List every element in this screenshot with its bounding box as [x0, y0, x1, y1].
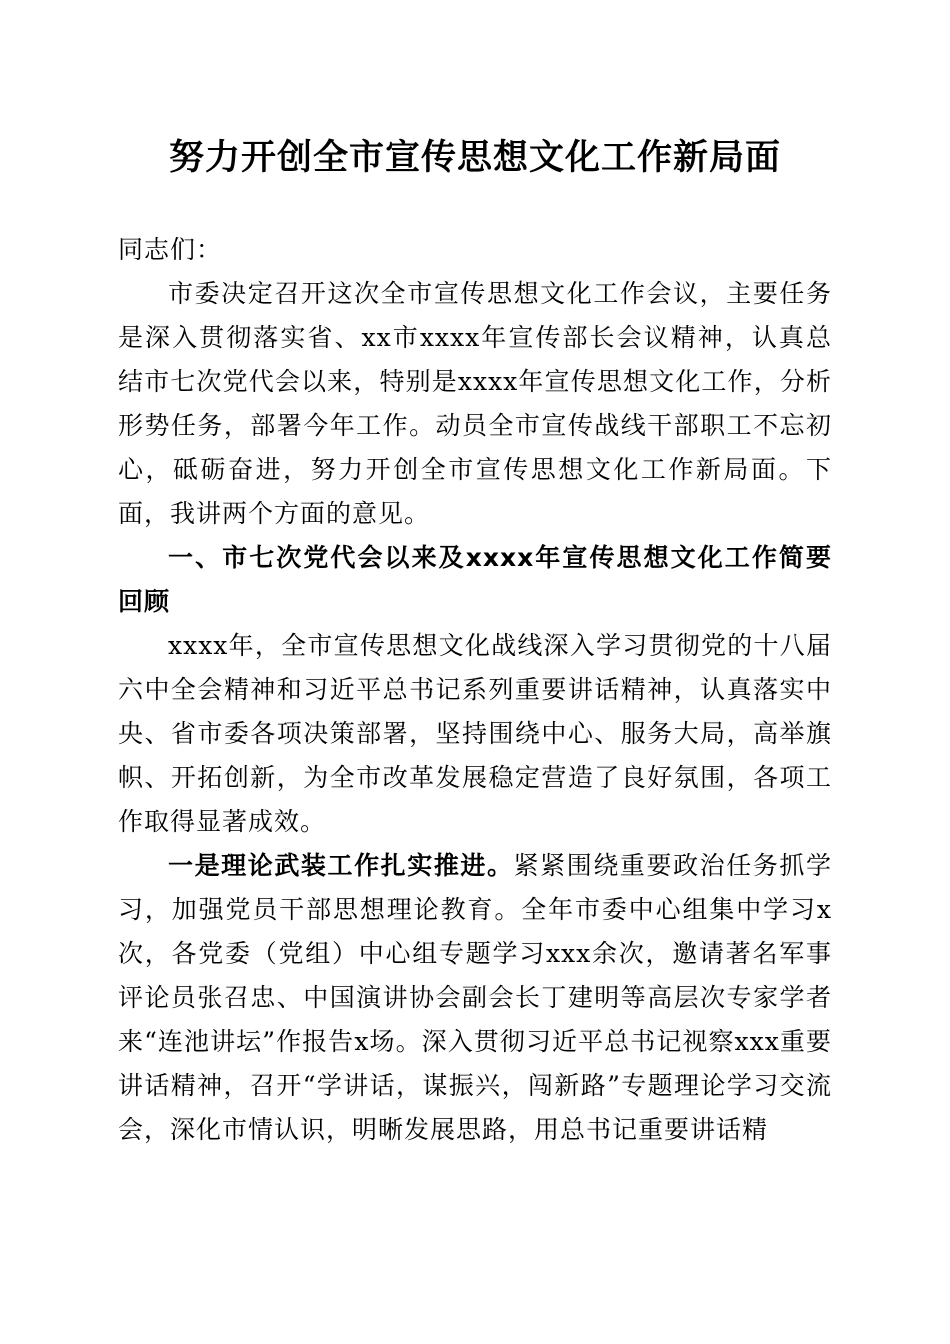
paragraph-review: xxxx年，全市宣传思想文化战线深入学习贯彻党的十八届六中全会精神和习近平总书记系列重要讲话精神，认真落实中央、省市委各项决策部署，坚持围绕中心、服务大局，高举旗帜、开拓创新，为全市改革发展稳定营造了良好氛围，各项工作取得显著成效。 [118, 631, 832, 836]
paragraph-intro: 市委决定召开这次全市宣传思想文化工作会议，主要任务是深入贯彻落实省、xx市xxxx年宣传部长会议精神，认真总结市七次党代会以来，特别是xxxx年宣传思想文化工作，分析形势任务，部署今年工作。动员全市宣传战线干部职工不忘初心，砥砺奋进，努力开创全市宣传思想文化工作新局面。下面，我讲两个方面的意见。 [118, 279, 832, 528]
document-title: 努力开创全市宣传思想文化工作新局面 [168, 137, 781, 178]
salutation: 同志们： [118, 235, 223, 264]
paragraph-theory [118, 844, 832, 1152]
document-body [118, 228, 832, 1152]
paragraph-theory-body: 紧紧围绕重要政治任务抓学习，加强党员干部思想理论教育。全年市委中心组集中学习x次，各党委（党组）中心组专题学习xxx余次，邀请著名军事评论员张召忠、中国演讲协会副会长丁建明等高层次专家学者来“连池讲坛”作报告x场。深入贯彻习近平总书记视察xxx重要讲话精神，召开“学讲话，谋振兴，闯新路”专题理论学习交流会，深化市情认识，明晰发展思路，用总书记重要讲话精 [118, 851, 832, 1144]
paragraph-theory-lead: 一是理论武装工作扎实推进。 [168, 851, 514, 880]
section-heading-1: 一、市七次党代会以来及xxxx年宣传思想文化工作简要回顾 [118, 543, 832, 616]
